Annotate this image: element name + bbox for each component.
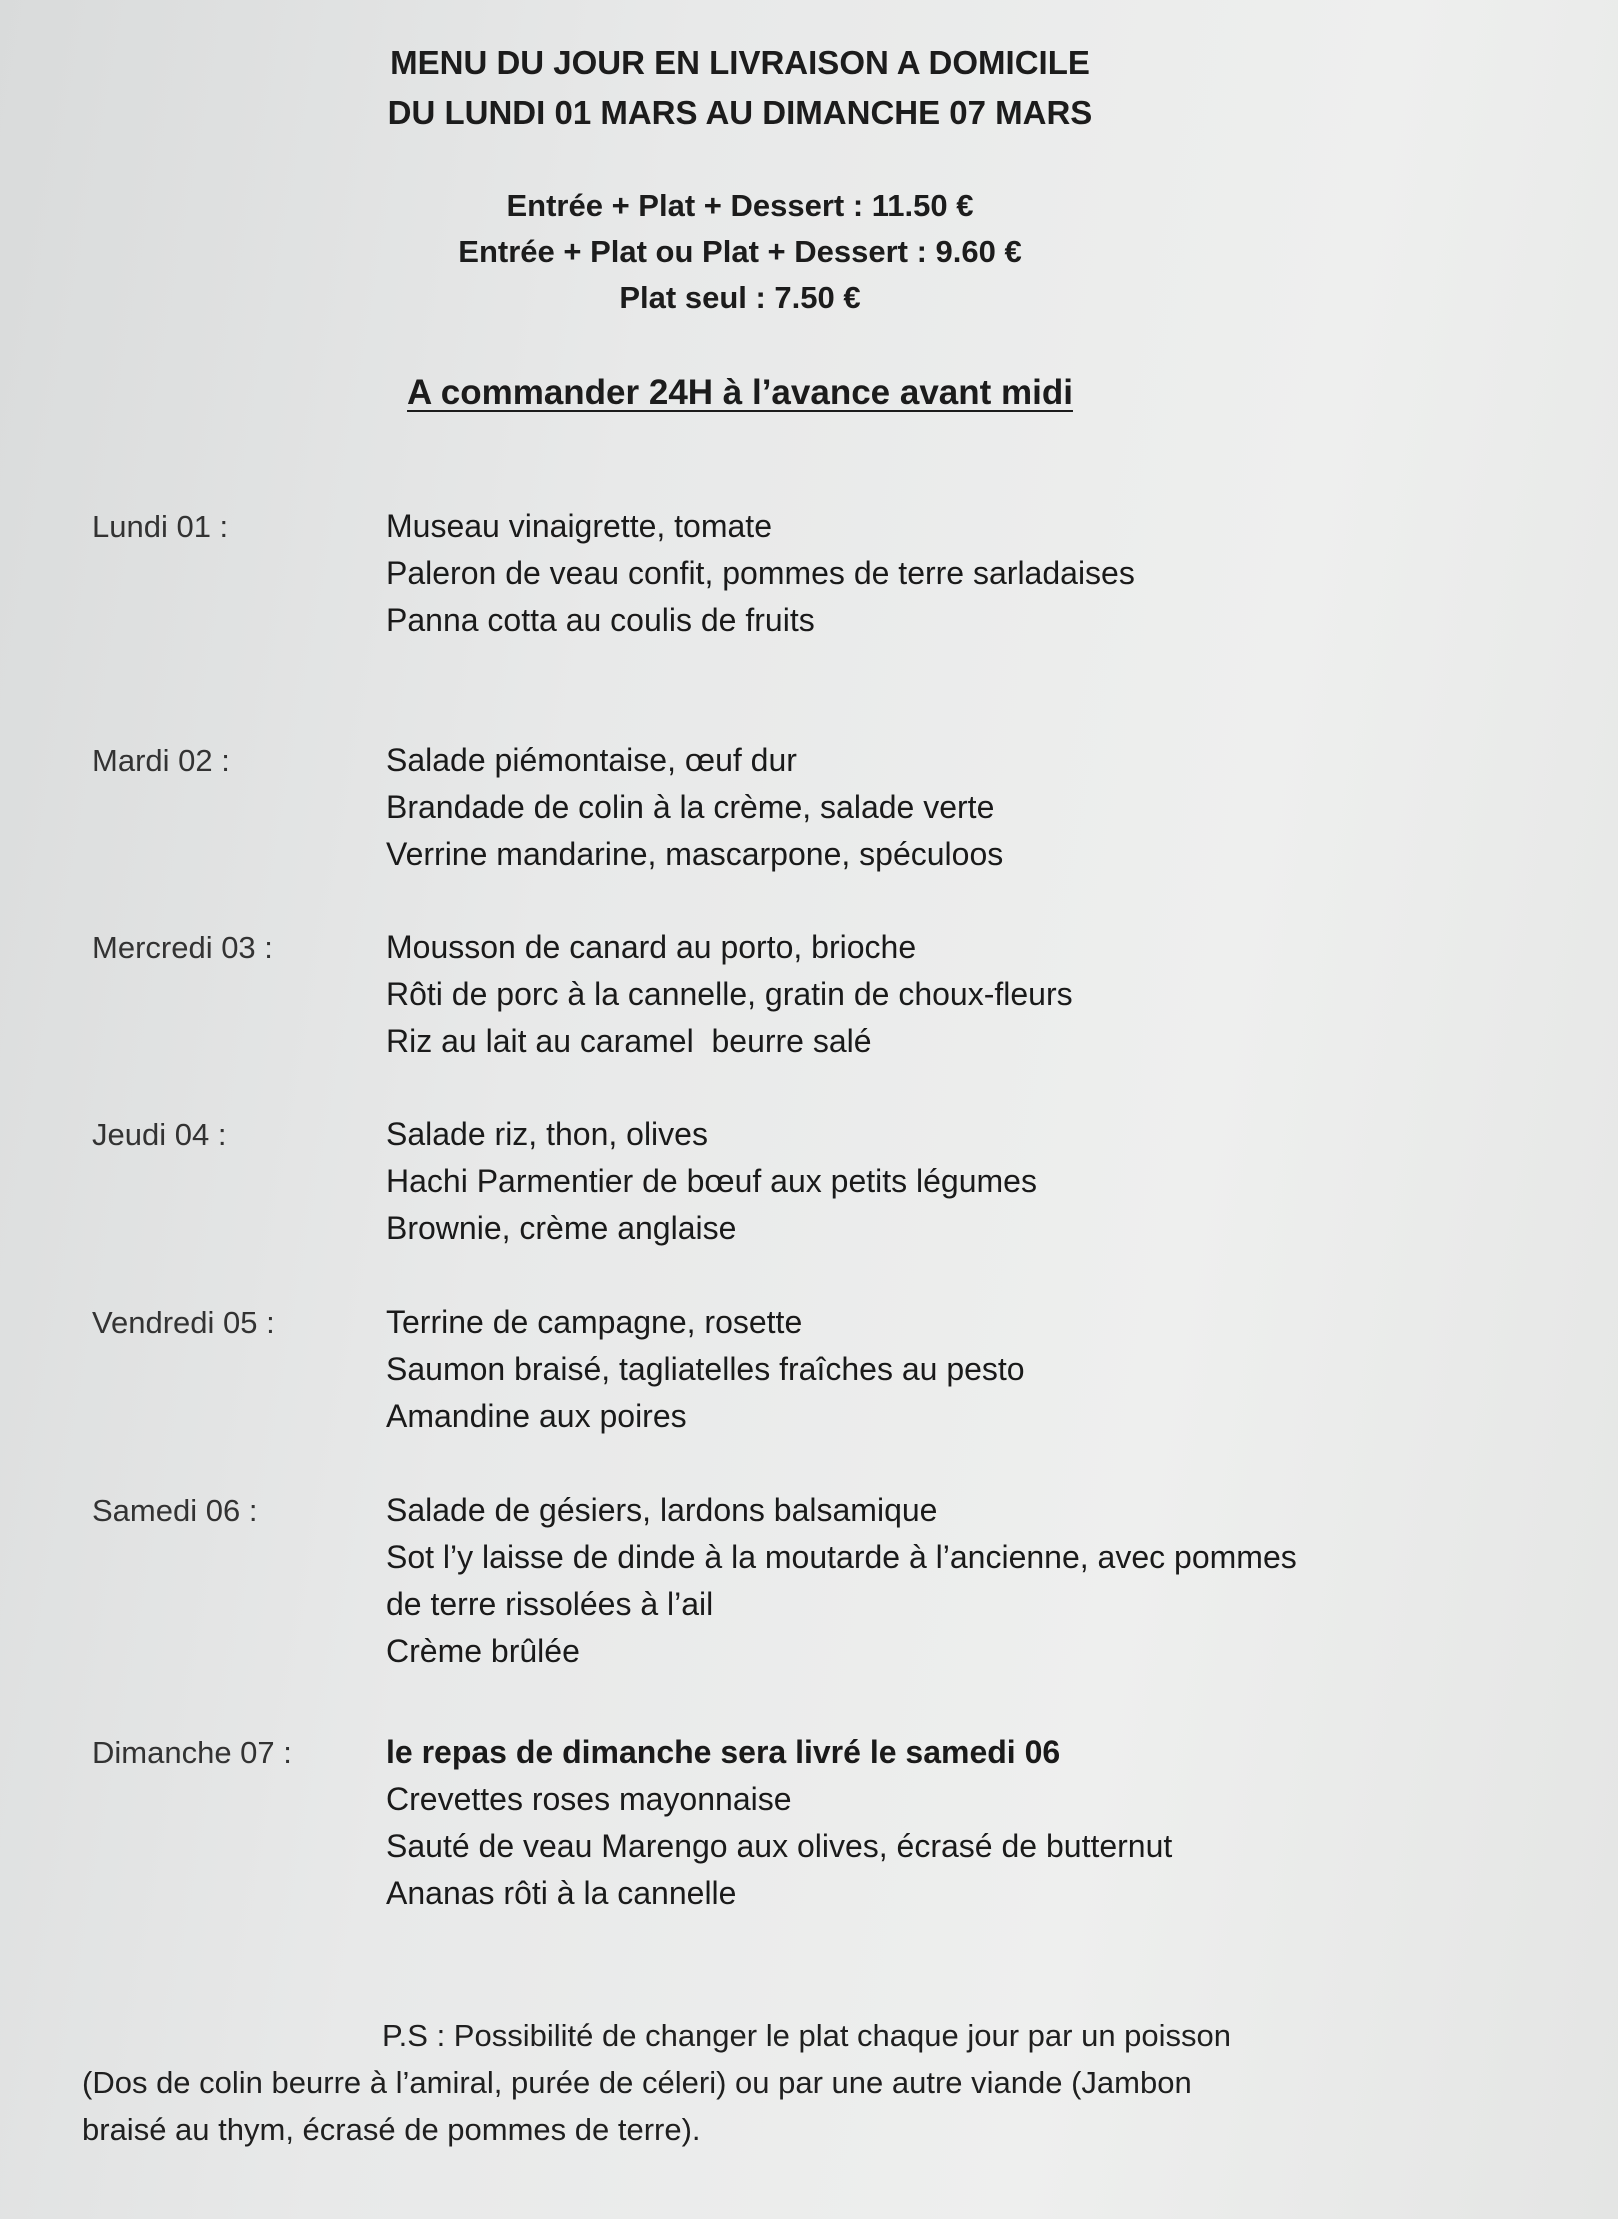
day-label: Dimanche 07 : [92,1735,292,1770]
dish-main: Hachi Parmentier de bœuf aux petits légumes [386,1163,1037,1199]
dish-dessert: Amandine aux poires [386,1398,687,1434]
dish-dessert: Verrine mandarine, mascarpone, spéculoos [386,836,1004,872]
dish-list [386,1111,1426,1252]
dish-main: Brandade de colin à la crème, salade verte [386,789,995,825]
dish-list [386,924,1426,1065]
dish-entree: Crevettes roses mayonnaise [386,1781,792,1817]
dish-entree: Museau vinaigrette, tomate [386,508,772,544]
dish-main: Sauté de veau Marengo aux olives, écrasé de butternut [386,1828,1173,1864]
postscript [82,2012,1382,2153]
order-note-text: A commander 24H à l’avance avant midi [407,373,1073,412]
title-line-1: MENU DU JOUR EN LIVRAISON A DOMICILE [390,44,1090,81]
dish-entree: Salade piémontaise, œuf dur [386,742,797,778]
dish-entree: Salade riz, thon, olives [386,1116,708,1152]
dish-main-continued: de terre rissolées à l’ail [386,1586,714,1622]
day-label: Samedi 06 : [92,1493,258,1528]
day-label: Mardi 02 : [92,743,230,778]
dish-dessert: Riz au lait au caramel beurre salé [386,1023,872,1059]
dish-entree: Mousson de canard au porto, brioche [386,929,917,965]
price-single-dish: Plat seul : 7.50 € [619,280,861,315]
dish-dessert: Brownie, crème anglaise [386,1210,737,1246]
ps-line-2: (Dos de colin beurre à l’amiral, purée de céleri) ou par une autre viande (Jambon [82,2065,1192,2100]
dish-dessert: Ananas rôti à la cannelle [386,1875,737,1911]
dish-list [386,503,1426,644]
dish-entree: Salade de gésiers, lardons balsamique [386,1492,938,1528]
price-full-menu: Entrée + Plat + Dessert : 11.50 € [506,188,974,223]
day-label: Jeudi 04 : [92,1117,227,1152]
order-note [0,368,1480,418]
day-label: Lundi 01 : [92,509,229,544]
menu-title [0,38,1480,138]
price-list [0,183,1480,321]
delivery-notice: le repas de dimanche sera livré le samedi 06 [386,1734,1061,1770]
dish-dessert: Crème brûlée [386,1633,580,1669]
price-partial-menu: Entrée + Plat ou Plat + Dessert : 9.60 € [458,234,1022,269]
day-label: Mercredi 03 : [92,930,273,965]
day-label: Vendredi 05 : [92,1305,275,1340]
dish-entree: Terrine de campagne, rosette [386,1304,803,1340]
dish-list [386,1299,1426,1440]
dish-list [386,737,1426,878]
ps-line-3: braisé au thym, écrasé de pommes de terre). [82,2112,701,2147]
title-line-2: DU LUNDI 01 MARS AU DIMANCHE 07 MARS [387,94,1093,131]
dish-list [386,1487,1426,1675]
dish-list [386,1729,1426,1917]
dish-main: Rôti de porc à la cannelle, gratin de choux-fleurs [386,976,1073,1012]
dish-main: Paleron de veau confit, pommes de terre sarladaises [386,555,1135,591]
dish-main: Sot l’y laisse de dinde à la moutarde à l’ancienne, avec pommes [386,1539,1297,1575]
dish-dessert: Panna cotta au coulis de fruits [386,602,815,638]
dish-main: Saumon braisé, tagliatelles fraîches au pesto [386,1351,1025,1387]
ps-line-1: P.S : Possibilité de changer le plat chaque jour par un poisson [382,2018,1232,2053]
